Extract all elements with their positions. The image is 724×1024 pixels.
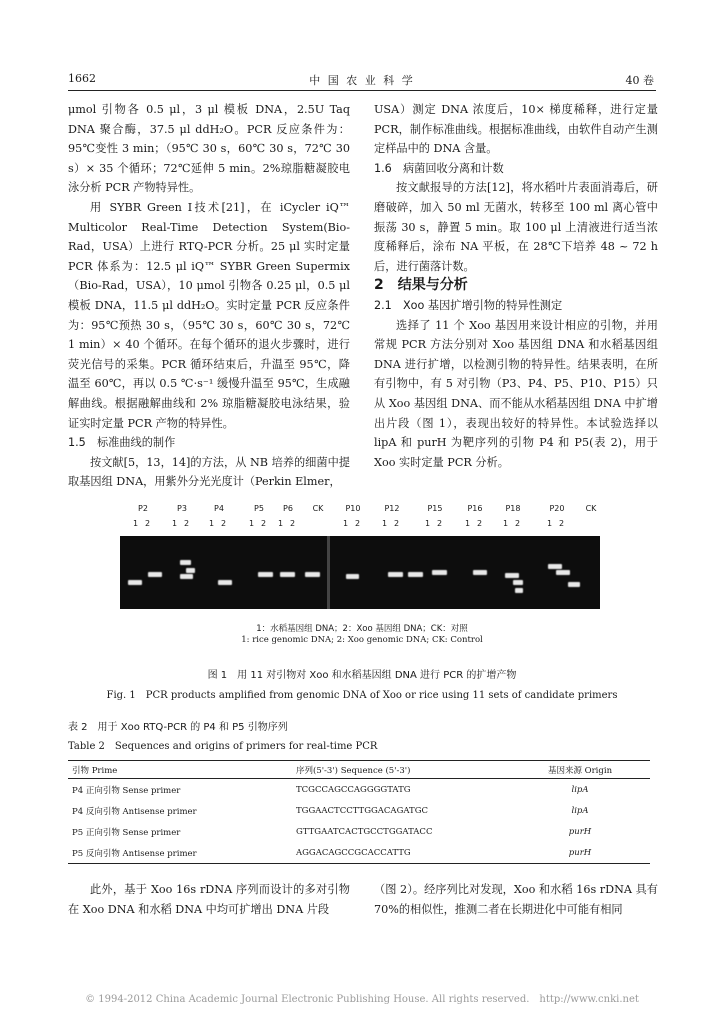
header-rule: [68, 90, 656, 91]
journal-name: 中 国 农 业 科 学: [309, 74, 415, 87]
page-number: 1662: [68, 72, 96, 85]
gel-image: [120, 536, 600, 609]
table-row: [68, 821, 650, 842]
primer-label-p12: P12: [384, 504, 400, 513]
right-paragraph-1: USA）测定 DNA 浓度后，10× 梯度稀释，进行定量 PCR，制作标准曲线。根据标准曲线，由软件自动产生测定样品中的 DNA 含量。: [374, 103, 658, 156]
left-paragraph-2: 用 SYBR Green Ⅰ技术[21]，在 iCycler iQ™ Multicolor Real-Time Detection System(Bio-Rad，USA）上进行 RTQ-PCR 分析。25 μl 实时定量 PCR 体系为：12.5 μl iQ™ SYBR Green Supermix（Bio-Rad，USA），10 μmol 引物各 0.25 μl，0.5 μl 模板 DNA，11.5 μl ddH₂O。实时定量 PCR 反应条件为：95℃预热 30 s，（95℃ 30 s，60℃ 30 s，72℃ 1 min）× 40 个循环。在每个循环的退火步骤时，进行荧光信号的采集。PCR 循环结束后，升温至 95℃，降温至 60℃，再以 0.5 ℃·s⁻¹ 缓慢升温至 95℃，生成融解曲线。根据融解曲线和 2% 琼脂糖凝胶电泳结果，验证实时定量 PCR 产物的特异性。: [68, 200, 350, 430]
copyright-footer: © 1994-2012 China Academic Journal Electronic Publishing House. All rights reserved. http://www.cnki.net: [85, 994, 639, 1005]
section-2-heading: 2 结果与分析: [374, 277, 468, 294]
lane-number: 2: [355, 519, 361, 528]
lane-number: 1: [465, 519, 471, 528]
volume: 40 卷: [625, 74, 654, 87]
gel-divider: [327, 536, 330, 609]
header-primer: 引物 Prime: [68, 761, 292, 779]
lane-number: 1: [209, 519, 215, 528]
row-primer: P4 反向引物 Antisense primer: [72, 806, 197, 817]
lane-number: 1: [425, 519, 431, 528]
lane-number: 2: [394, 519, 400, 528]
row-primer: P5 正向引物 Sense primer: [72, 827, 181, 838]
right-paragraph-2: 按文献报导的方法[12]，将水稻叶片表面消毒后，研磨破碎，加入 50 ml 无菌水，转移至 100 ml 离心管中振荡 30 s，静置 5 min。取 100 μl 上清液进行适当浓度稀释后，涂布 NA 平板，在 28℃下培养 48 ~ 72 h 后，进行菌落计数。: [374, 181, 658, 273]
lane-number: 1: [382, 519, 388, 528]
gel-band: [515, 588, 523, 593]
lane-number: 2: [261, 519, 267, 528]
row-sequence: TCGCCAGCCAGGGGTATG: [296, 784, 411, 795]
bottom-left-text: 此外，基于 Xoo 16s rDNA 序列而设计的多对引物在 Xoo DNA 和水稻 DNA 中均可扩增出 DNA 片段: [68, 883, 350, 916]
primer-label-p4: P4: [214, 504, 224, 513]
header-sequence: 序列(5'-3') Sequence (5'-3'): [292, 761, 510, 779]
section-2-1-heading: 2.1 Xoo 基因扩增引物的特异性测定: [374, 298, 563, 312]
bottom-right-paragraph: [374, 880, 658, 919]
table-2-title-cn: 表 2 用于 Xoo RTQ-PCR 的 P4 和 P5 引物序列: [68, 722, 288, 733]
lane-number: 2: [559, 519, 565, 528]
primer-label-p2: P2: [138, 504, 148, 513]
gel-band: [305, 572, 320, 577]
row-origin: purH: [510, 842, 650, 864]
table-2: [68, 760, 650, 864]
lane-number: 2: [145, 519, 151, 528]
primer-label-ck: CK: [585, 504, 597, 513]
table-row: [68, 800, 650, 821]
lane-number: 1: [343, 519, 349, 528]
lane-number: 1: [547, 519, 553, 528]
row-origin: lipA: [571, 784, 589, 795]
primer-label-p10: P10: [345, 504, 361, 513]
bottom-right-text: （图 2）。经序列比对发现，Xoo 和水稻 16s rDNA 具有 70%的相似性，推测二者在长期进化中可能有相同: [374, 883, 658, 916]
primer-label-p6: P6: [283, 504, 293, 513]
header-origin: 基因来源 Origin: [510, 761, 650, 779]
gel-band: [218, 580, 232, 585]
gel-band: [180, 574, 193, 579]
section-1-5-heading: 1.5 标准曲线的制作: [68, 436, 176, 450]
figure-caption-en: Fig. 1 PCR products amplified from genomic DNA of Xoo or rice using 11 sets of candidate primers: [106, 690, 618, 701]
row-origin: purH: [568, 826, 592, 837]
primer-label-p18: P18: [505, 504, 521, 513]
lane-number: 2: [515, 519, 521, 528]
gel-band: [128, 580, 142, 585]
right-column: [374, 100, 658, 472]
gel-band: [548, 564, 562, 569]
primer-label-p3: P3: [177, 504, 187, 513]
lane-number: 1: [172, 519, 178, 528]
lane-number: 1: [278, 519, 284, 528]
gel-band: [388, 572, 403, 577]
lane-number: 1: [133, 519, 139, 528]
gel-band: [186, 568, 195, 573]
left-paragraph-3: 按文献[5，13，14]的方法，从 NB 培养的细菌中提取基因组 DNA，用紫外分光光度计（Perkin Elmer，: [68, 455, 350, 489]
gel-band: [432, 570, 447, 575]
figure-caption-cn: 图 1 用 11 对引物对 Xoo 和水稻基因组 DNA 进行 PCR 的扩增产物: [207, 670, 517, 681]
primer-label-ck: CK: [312, 504, 324, 513]
table-2-title-en: Table 2 Sequences and origins of primers for real-time PCR: [68, 741, 378, 752]
row-origin: lipA: [571, 805, 589, 816]
lane-number: 1: [503, 519, 509, 528]
bottom-left-paragraph: [68, 880, 350, 919]
gel-band: [473, 570, 487, 575]
table-row: [68, 842, 650, 864]
gel-band: [568, 582, 580, 587]
primer-label-p20: P20: [549, 504, 565, 513]
gel-band: [505, 573, 519, 578]
primer-label-p15: P15: [427, 504, 443, 513]
row-primer: P5 反向引物 Antisense primer: [68, 842, 292, 864]
table-row: [68, 779, 650, 801]
row-sequence: AGGACAGCCGCACCATTG: [292, 842, 510, 864]
gel-band: [556, 570, 570, 575]
left-paragraph-1: μmol 引物各 0.5 μl，3 μl 模板 DNA，2.5U Taq DNA 聚合酶，37.5 μl ddH₂O。PCR 反应条件为：95℃变性 3 min；（95℃ 30 s，60℃ 30 s，72℃ 30 s）× 35 个循环；72℃延伸 5 min。2%琼脂糖凝胶电泳分析 PCR 产物特异性。: [68, 103, 350, 195]
right-paragraph-3: 选择了 11 个 Xoo 基因用来设计相应的引物，并用常规 PCR 方法分别对 Xoo 基因组 DNA 和水稻基因组 DNA 进行扩增，以检测引物的特异性。结果表明，在所有引物中，有 5 对引物（P3、P4、P5、P10、P15）只从 Xoo 基因组 DNA、而不能从水稻基因组 DNA 中扩增出片段（图 1），表现出较好的特异性。本试验选择以 lipA 和 purH 为靶序列的引物 P4 和 P5(表 2)，用于 Xoo 实时定量 PCR 分析。: [374, 318, 658, 469]
row-primer: P4 正向引物 Sense primer: [72, 785, 181, 796]
primer-label-p16: P16: [467, 504, 483, 513]
lane-number: 1: [249, 519, 255, 528]
lane-number: 2: [477, 519, 483, 528]
gel-band: [513, 580, 523, 585]
gel-band: [180, 560, 191, 565]
gel-band: [148, 572, 162, 577]
lane-number: 2: [290, 519, 296, 528]
figure-legend-en: 1: rice genomic DNA; 2: Xoo genomic DNA; CK: Control: [241, 635, 483, 645]
figure-legend-cn: 1：水稻基因组 DNA；2：Xoo 基因组 DNA；CK：对照: [256, 624, 468, 634]
lane-number: 2: [184, 519, 190, 528]
row-sequence: GTTGAATCACTGCCTGGATACC: [296, 826, 433, 837]
table-header-row: [68, 761, 650, 779]
section-1-6-heading: 1.6 病菌回收分离和计数: [374, 161, 504, 175]
lane-number: 2: [437, 519, 443, 528]
gel-band: [408, 572, 423, 577]
left-column: [68, 100, 350, 492]
gel-band: [346, 574, 359, 579]
gel-band: [280, 572, 295, 577]
row-sequence: TGGAACTCCTTGGACAGATGC: [296, 805, 428, 816]
primer-label-p5: P5: [254, 504, 264, 513]
gel-band: [258, 572, 273, 577]
lane-number: 2: [221, 519, 227, 528]
